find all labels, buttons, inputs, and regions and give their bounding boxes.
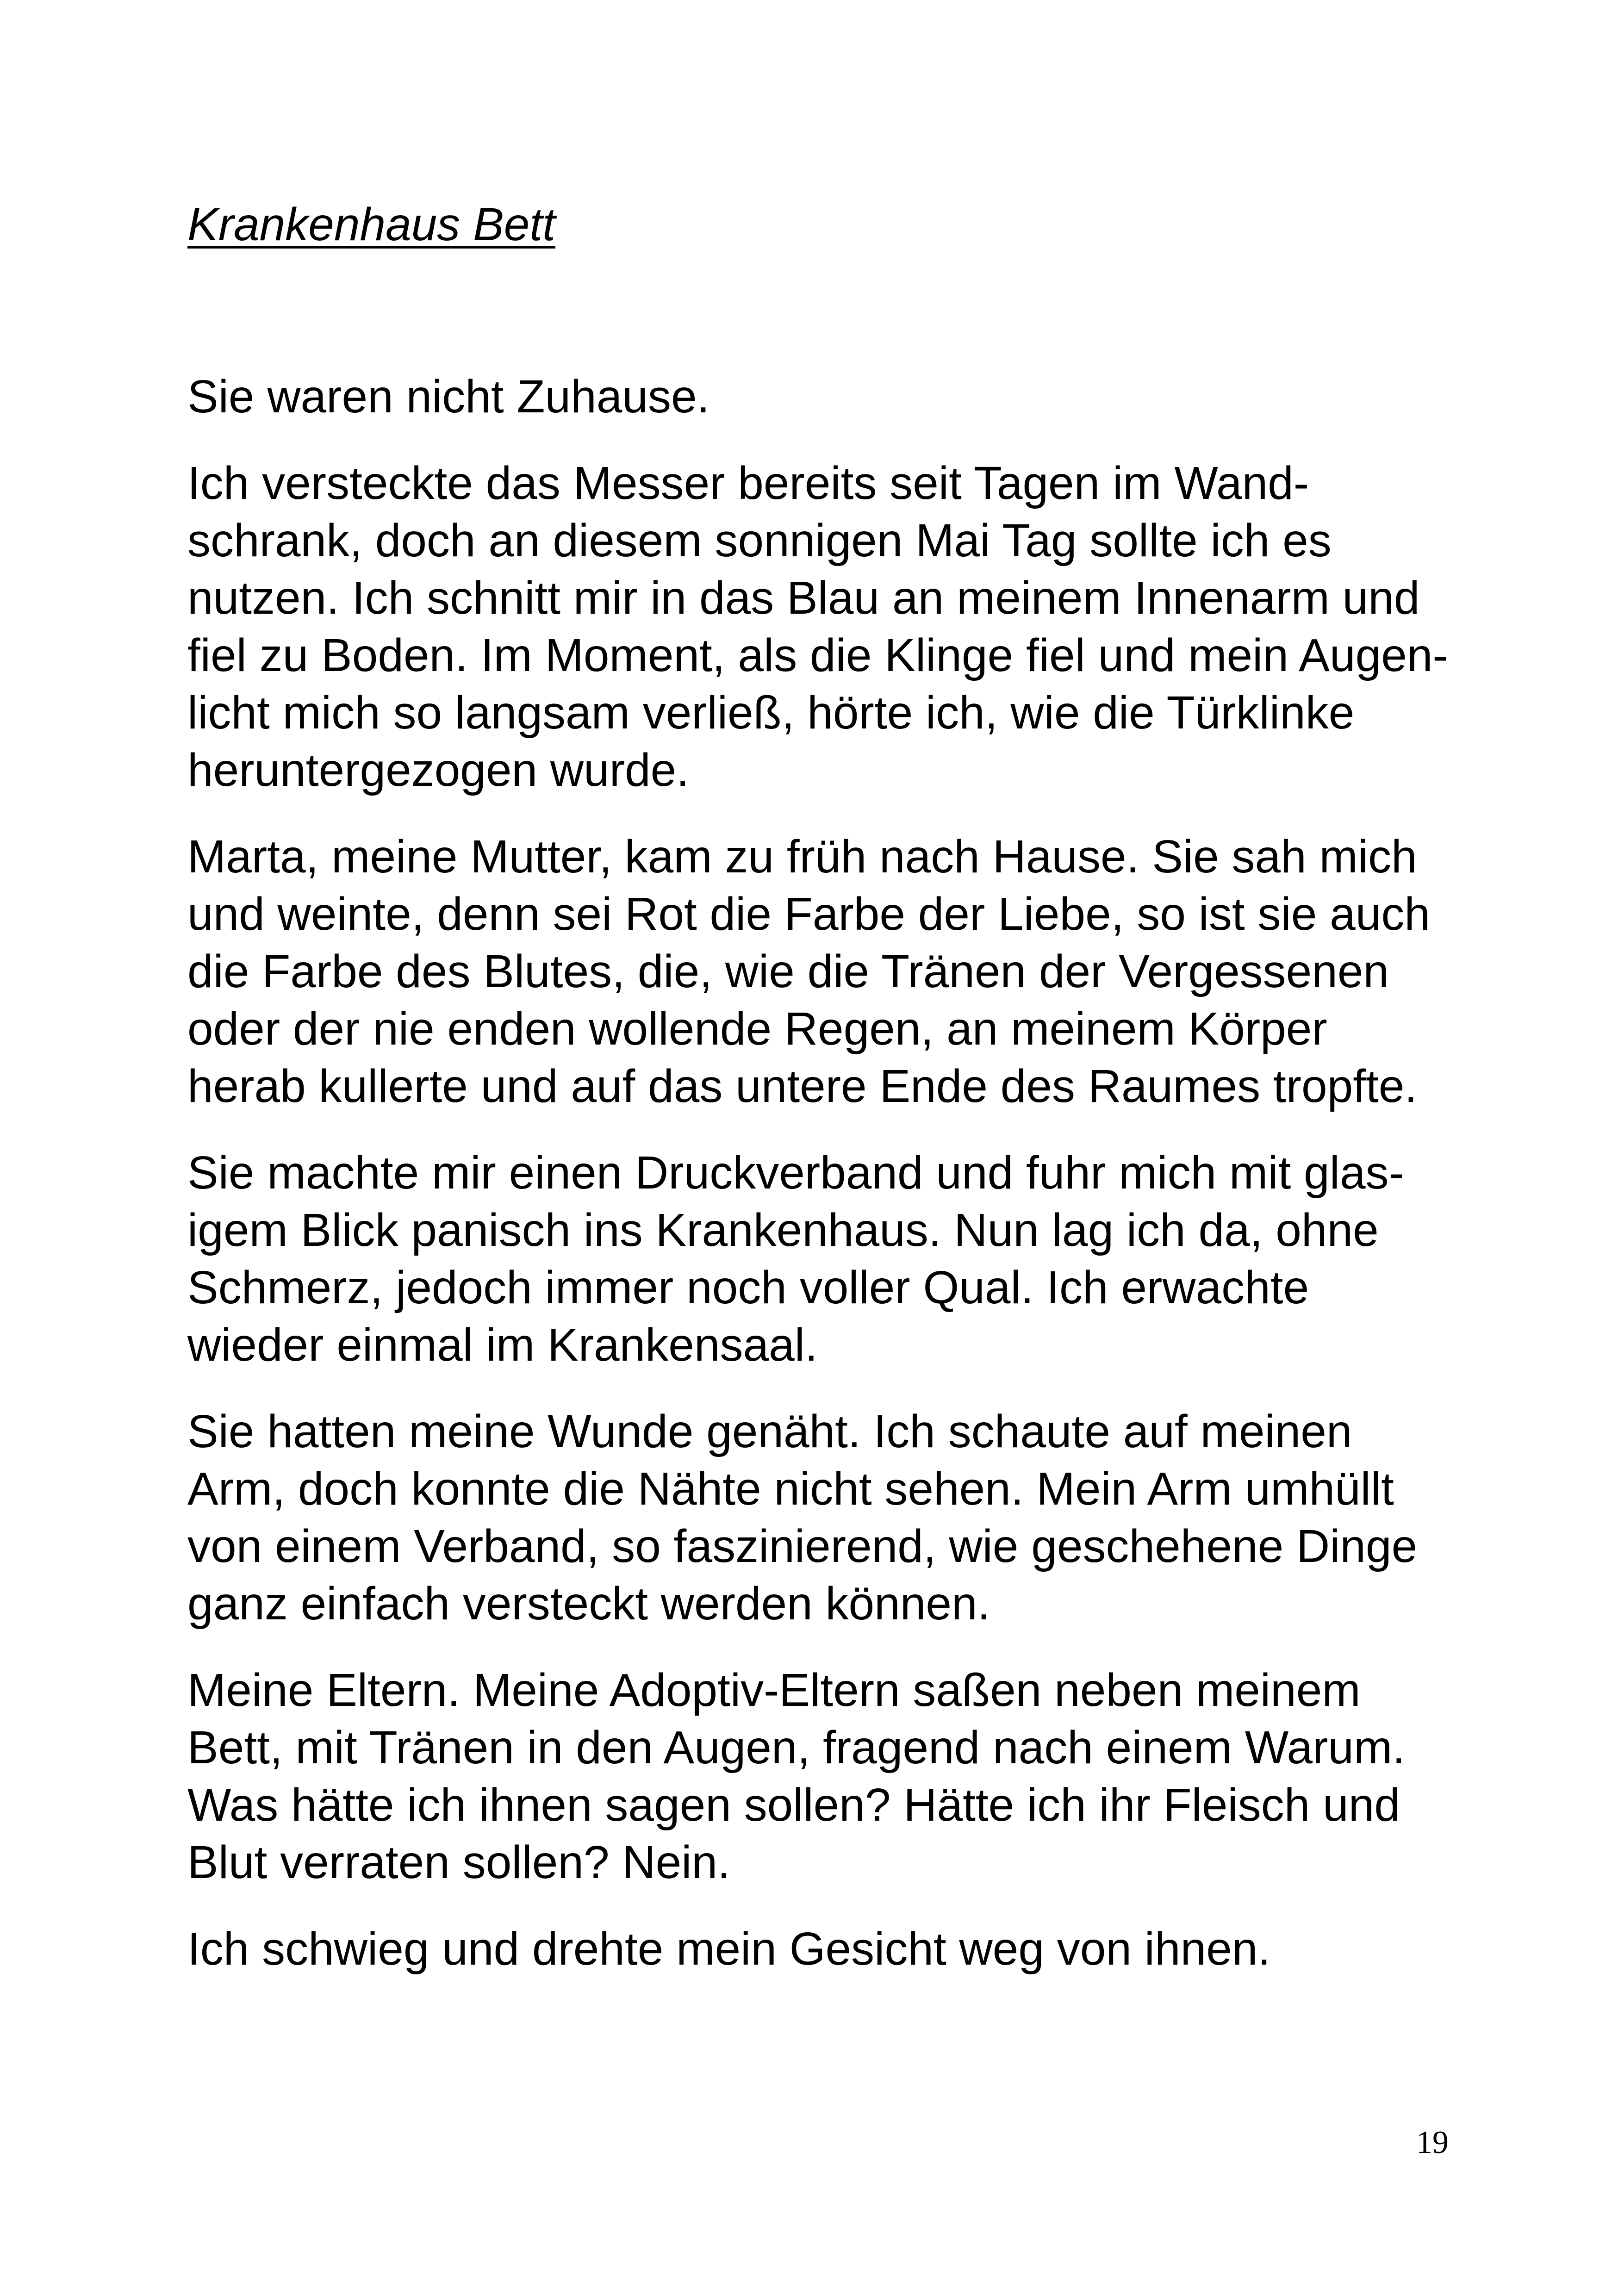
- text-line: licht mich so langsam verließ, hörte ich, wie die Türklinke: [187, 687, 1355, 739]
- paragraph: [187, 828, 1446, 1115]
- paragraph: [187, 368, 1446, 425]
- paragraph: [187, 1661, 1446, 1891]
- text-line: schrank, doch an diesem sonnigen Mai Tag sollte ich es: [187, 515, 1332, 566]
- text-line: Sie hatten meine Wunde genäht. Ich schaute auf meinen: [187, 1406, 1352, 1457]
- text-line: Bett, mit Tränen in den Augen, fragend nach einem Warum.: [187, 1722, 1406, 1773]
- text-line: Ich schwieg und drehte mein Gesicht weg von ihnen.: [187, 1923, 1271, 1975]
- text-line: die Farbe des Blutes, die, wie die Tränen der Vergessenen: [187, 946, 1389, 997]
- text-line: von einem Verband, so faszinierend, wie geschehene Dinge: [187, 1520, 1418, 1572]
- text-line: igem Blick panisch ins Krankenhaus. Nun lag ich da, ohne: [187, 1204, 1379, 1256]
- text-line: oder der nie enden wollende Regen, an meinem Körper: [187, 1003, 1327, 1055]
- text-line: Meine Eltern. Meine Adoptiv-Eltern saßen neben meinem: [187, 1664, 1361, 1716]
- page-title: Krankenhaus Bett: [187, 199, 555, 250]
- paragraph: [187, 1144, 1446, 1374]
- text-line: Blut verraten sollen? Nein.: [187, 1836, 730, 1888]
- paragraph: [187, 1920, 1446, 1978]
- text-line: Arm, doch konnte die Nähte nicht sehen. Mein Arm umhüllt: [187, 1463, 1394, 1515]
- text-line: ganz einfach versteckt werden können.: [187, 1578, 990, 1630]
- text-line: herab kullerte und auf das untere Ende des Raumes tropfte.: [187, 1060, 1418, 1112]
- text-line: nutzen. Ich schnitt mir in das Blau an meinem Innenarm und: [187, 572, 1420, 624]
- text-line: heruntergezogen wurde.: [187, 744, 690, 796]
- text-line: Schmerz, jedoch immer noch voller Qual. Ich erwachte: [187, 1262, 1309, 1313]
- text-line: Sie waren nicht Zuhause.: [187, 371, 710, 423]
- text-line: Was hätte ich ihnen sagen sollen? Hätte ich ihr Fleisch und: [187, 1779, 1400, 1831]
- text-line: wieder einmal im Krankensaal.: [187, 1319, 818, 1371]
- paragraph: [187, 1403, 1446, 1632]
- text-line: Sie machte mir einen Druckverband und fuhr mich mit glas-: [187, 1147, 1404, 1199]
- text-line: fiel zu Boden. Im Moment, als die Klinge fiel und mein Augen-: [187, 629, 1448, 681]
- text-line: Marta, meine Mutter, kam zu früh nach Hause. Sie sah mich: [187, 831, 1417, 883]
- text-line: Ich versteckte das Messer bereits seit Tagen im Wand-: [187, 457, 1309, 509]
- paragraph: [187, 454, 1446, 799]
- story-body: [187, 368, 1446, 2007]
- page-number: 19: [1416, 2125, 1449, 2160]
- text-line: und weinte, denn sei Rot die Farbe der Liebe, so ist sie auch: [187, 888, 1430, 940]
